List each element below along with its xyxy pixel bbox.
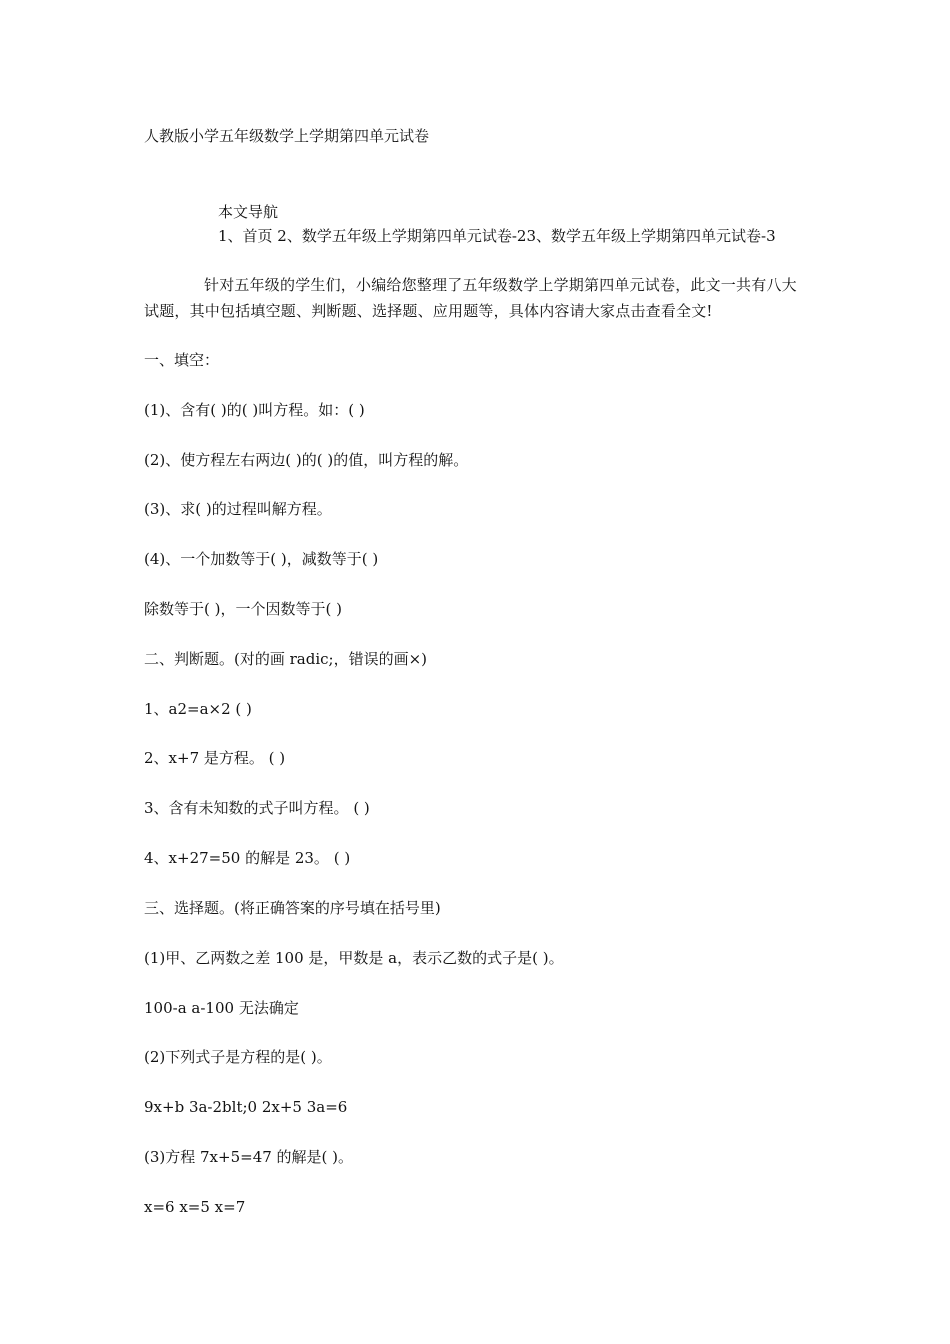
- answer-options: 9x+b 3a-2blt;0 2x+5 3a=6: [144, 1098, 348, 1116]
- question-line: 3、含有未知数的式子叫方程。 ( ): [144, 799, 370, 817]
- question-line: 除数等于( )，一个因数等于( ): [144, 600, 342, 618]
- nav-links[interactable]: 1、首页 2、数学五年级上学期第四单元试卷-23、数学五年级上学期第四单元试卷-3: [218, 227, 776, 245]
- question-line: (2)下列式子是方程的是( )。: [144, 1048, 332, 1066]
- question-line: 1、a2=a×2 ( ): [144, 700, 252, 718]
- question-line: 2、x+7 是方程。 ( ): [144, 749, 286, 767]
- question-line: (1)、含有( )的( )叫方程。如：( ): [144, 401, 365, 419]
- intro-paragraph: 针对五年级的学生们，小编给您整理了五年级数学上学期第四单元试卷，此文一共有八大试题，其中包括填空题、判断题、选择题、应用题等，具体内容请大家点击查看全文!: [144, 276, 797, 320]
- section-heading-true-false: 二、判断题。(对的画 radic;，错误的画×): [144, 650, 428, 668]
- question-line: (1)甲、乙两数之差 100 是，甲数是 a，表示乙数的式子是( )。: [144, 949, 564, 967]
- question-line: (4)、一个加数等于( )，减数等于( ): [144, 550, 379, 568]
- question-line: (3)方程 7x+5=47 的解是( )。: [144, 1148, 354, 1166]
- section-heading-fill-blank: 一、填空：: [144, 351, 220, 369]
- answer-options: x=6 x=5 x=7: [144, 1198, 246, 1216]
- section-heading-multiple-choice: 三、选择题。(将正确答案的序号填在括号里): [144, 899, 441, 917]
- answer-options: 100-a a-100 无法确定: [144, 999, 299, 1017]
- nav-title: 本文导航: [218, 203, 279, 221]
- document-title: 人教版小学五年级数学上学期第四单元试卷: [144, 127, 430, 145]
- question-line: 4、x+27=50 的解是 23。 ( ): [144, 849, 351, 867]
- question-line: (2)、使方程左右两边( )的( )的值，叫方程的解。: [144, 451, 469, 469]
- question-line: (3)、求( )的过程叫解方程。: [144, 500, 332, 518]
